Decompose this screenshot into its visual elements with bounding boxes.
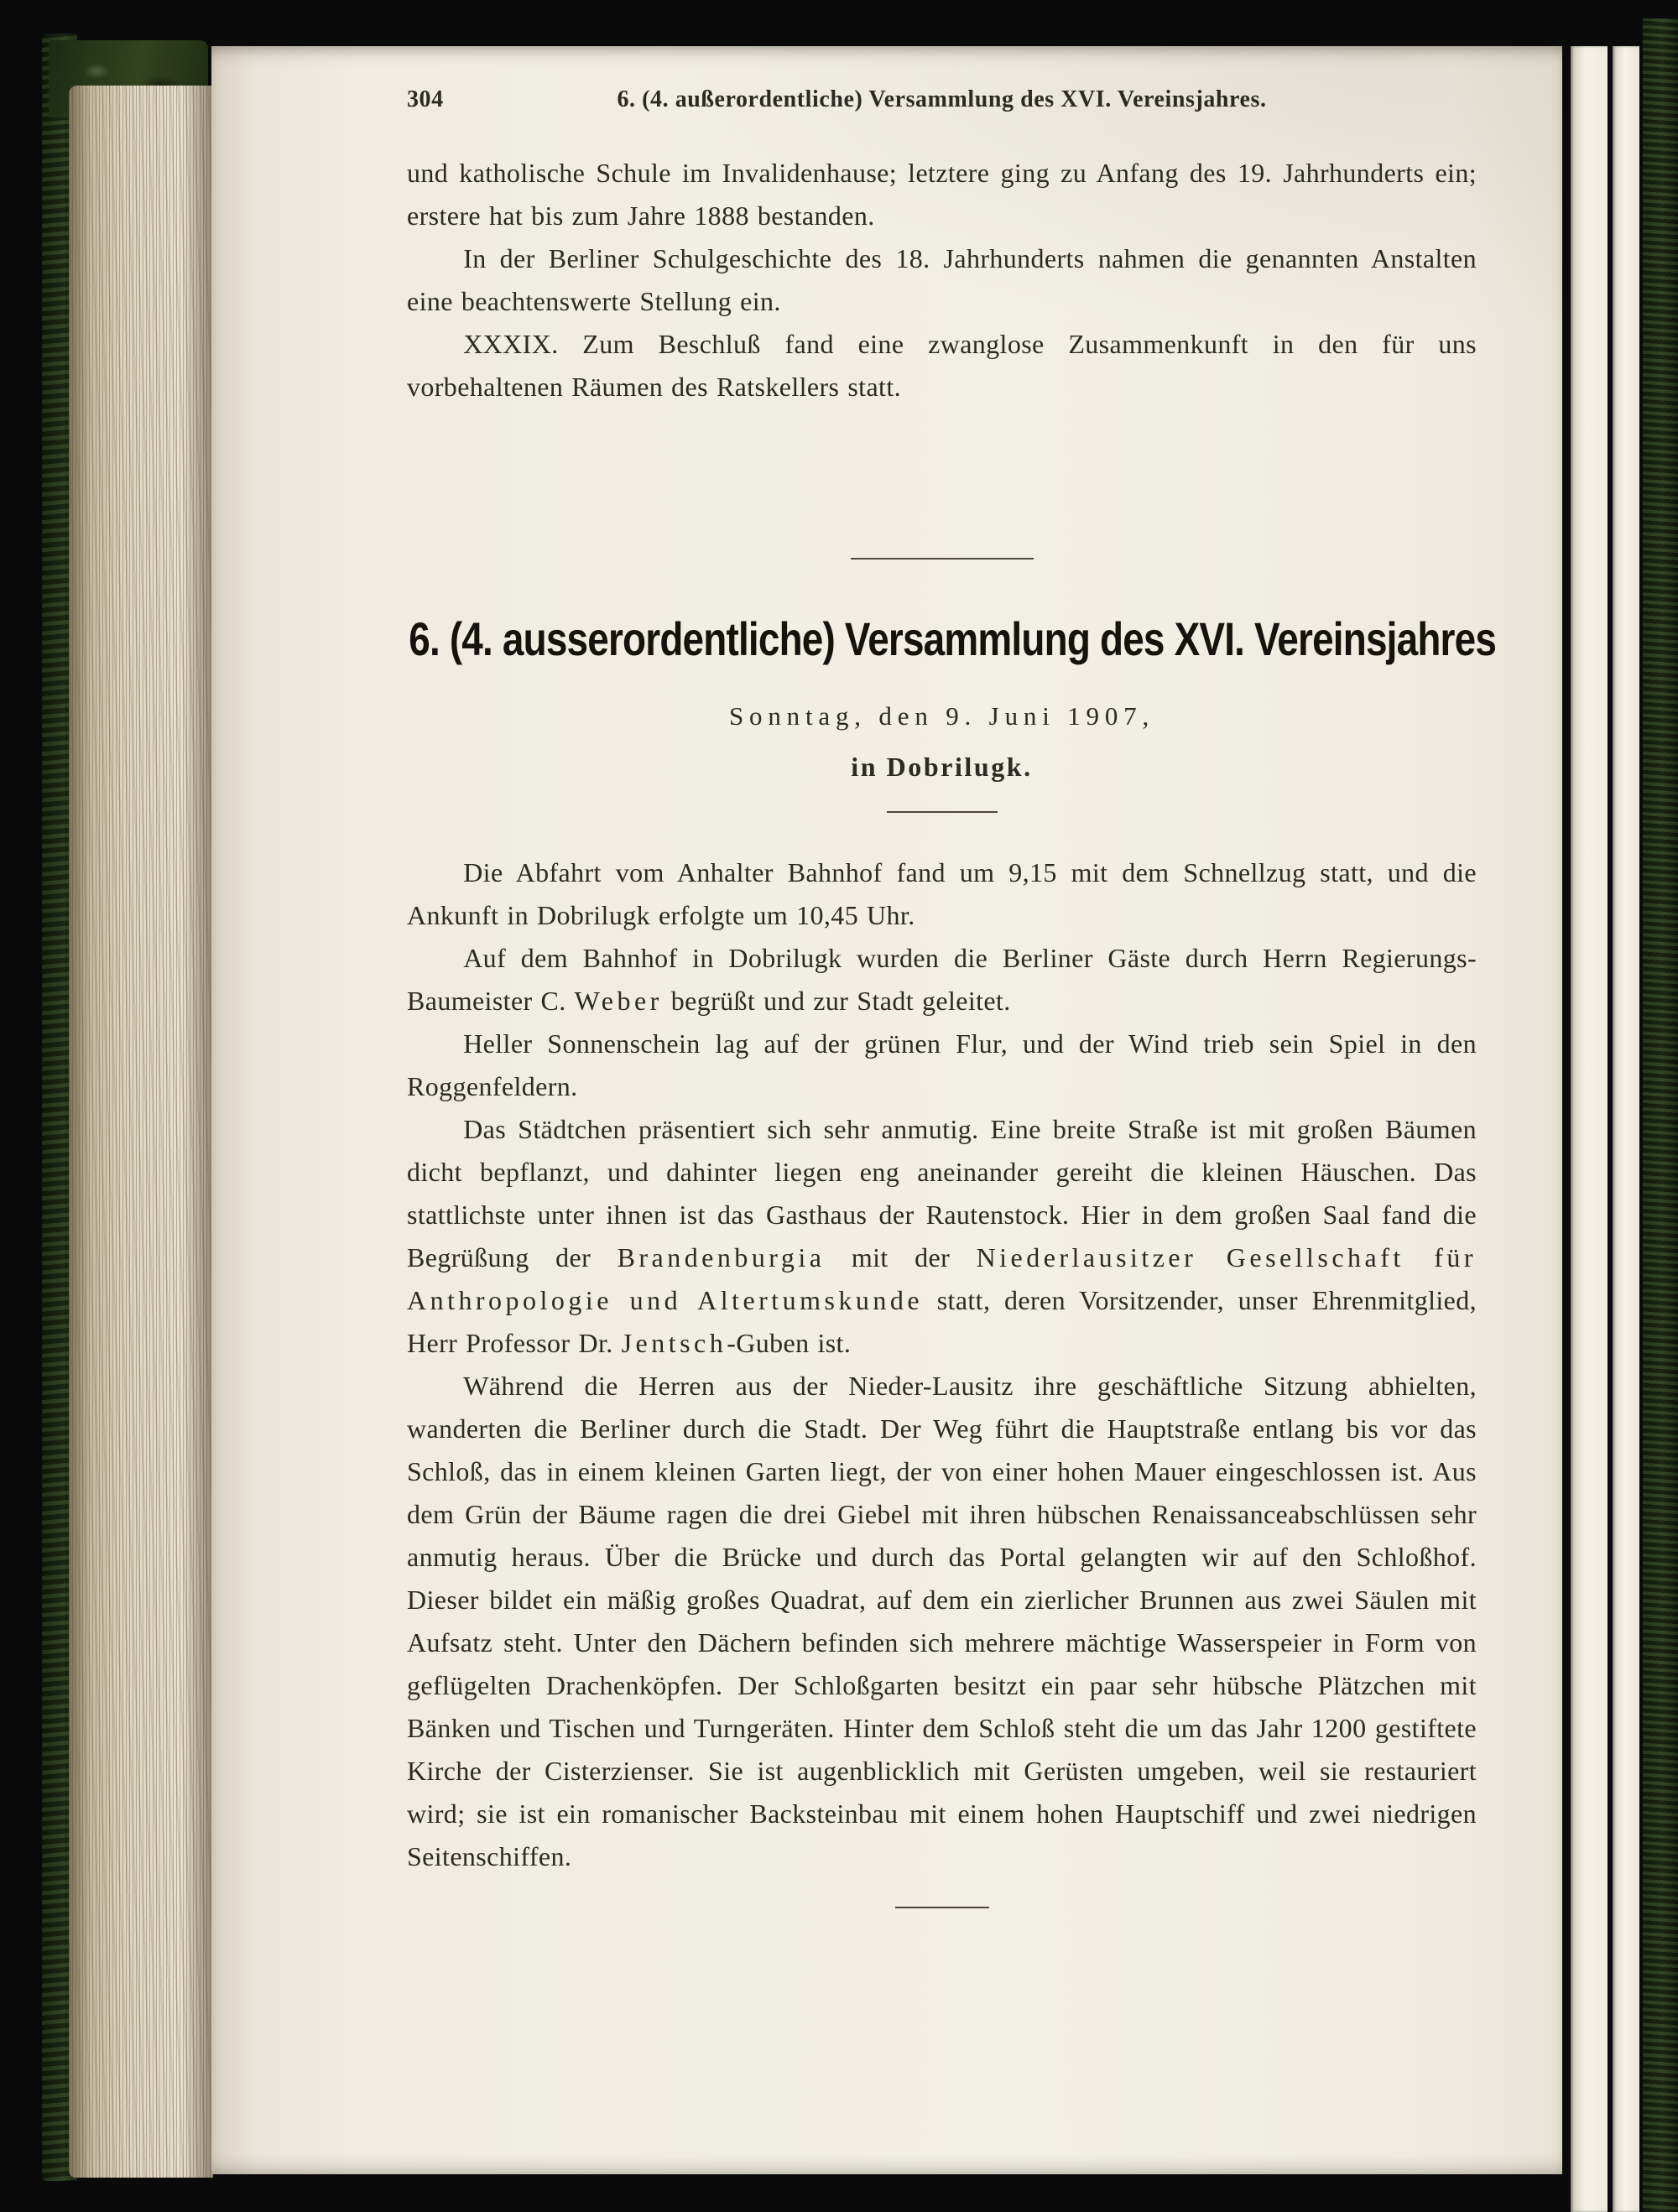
text-run: und katholische Schule im Invalidenhause; letztere ging zu Anfang des 19. Jahrhunderts ein; erstere hat bis zum Jahre 1888 bestanden. [407, 158, 1477, 231]
running-header: 6. (4. außerordentliche) Versammlung des XVI. Vereinsjahres. [617, 86, 1267, 112]
page-edge-right-outer [1571, 46, 1608, 2212]
text-run: Auf dem Bahnhof in Dobrilugk wurden die Berliner Gäste durch Herrn Regierungs-Baumeister C. [407, 943, 1477, 1016]
paragraph [407, 152, 1477, 237]
letterspaced-text: Jentsch [621, 1328, 727, 1358]
text-run: Das Städtchen präsentiert sich sehr anmutig. Eine breite Straße ist mit großen Bäumen dicht bepflanzt, und dahinter liegen eng aneinander gereiht die kleinen Häuschen. Das stattlichste unter ihnen ist das Gasthaus der Rautenstock. Hier in dem großen Saal fand die Begrüßung der [407, 1114, 1477, 1273]
text-run: Die Abfahrt vom Anhalter Bahnhof fand um 9,15 mit dem Schnellzug statt, und die Ankunft in Dobrilugk erfolgte um 10,45 Uhr. [407, 857, 1477, 930]
page-number: 304 [407, 86, 444, 112]
letterspaced-text: Weber [574, 986, 663, 1016]
section-title [289, 612, 1565, 666]
location-line: in Dobrilugk. [851, 752, 1033, 782]
paragraph [407, 323, 1477, 409]
intro-paragraphs [407, 152, 1477, 409]
book-page [211, 46, 1562, 2174]
text-run: In der Berliner Schulgeschichte des 18. Jahrhunderts nahmen die genannten Anstalten eine beachtenswerte Stellung ein. [407, 243, 1477, 316]
section-title-text: 6. (4. ausserordentliche) Versammlung des XVI. Vereinsjahres [409, 612, 1497, 665]
running-header-row [407, 86, 1477, 113]
subtitle-divider [887, 811, 998, 813]
text-run: XXXIX. Zum Beschluß fand eine zwanglose Zusammenkunft in den für uns vorbehaltenen Räumen des Ratskellers statt. [407, 329, 1477, 402]
paragraph [407, 1365, 1477, 1878]
text-run: statt, deren Vorsitzender, unser Ehrenmitglied, Herr Professor Dr. [407, 1285, 1477, 1358]
section-divider [851, 558, 1034, 560]
paragraph [407, 1023, 1477, 1108]
book-cover-right [1643, 18, 1678, 2212]
text-run: mit der [825, 1242, 977, 1273]
paragraph [407, 237, 1477, 323]
paragraph [407, 1108, 1477, 1365]
letterspaced-text: Niederlausitzer Gesellschaft für Anthropologie und Altertumskunde [407, 1242, 1477, 1315]
paragraph [407, 937, 1477, 1023]
text-run: -Guben ist. [727, 1328, 852, 1358]
page-content [407, 86, 1497, 1915]
paragraph [407, 851, 1477, 937]
letterspaced-text: Brandenburgia [617, 1242, 826, 1273]
page-edge-right-inner [1613, 46, 1639, 2212]
body-paragraphs [407, 851, 1477, 1878]
date-line: Sonntag, den 9. Juni 1907, [728, 701, 1155, 731]
page-edges-left [69, 86, 213, 2178]
text-run: Während die Herren aus der Nieder-Lausitz ihre geschäftliche Sitzung abhielten, wanderten die Berliner durch die Stadt. Der Weg führt die Hauptstraße entlang bis vor das Schloß, das in einem kleinen Garten liegt, der von einer hohen Mauer eingeschlossen ist. Aus dem Grün der Bäume ragen die drei Giebel mit ihren hübschen Renaissanceabschlüssen sehr anmutig heraus. Über die Brücke und durch das Portal gelangten wir auf den Schloßhof. Dieser bildet ein mäßig großes Quadrat, auf dem ein zierlicher Brunnen aus zwei Säulen mit Aufsatz steht. Unter den Dächern befinden sich mehrere mächtige Wasserspeier in Form von geflügelten Drachenköpfen. Der Schloßgarten besitzt ein paar sehr hübsche Plätzchen mit Bänken und Tischen und Turngeräten. Hinter dem Schloß steht die um das Jahr 1200 gestiftete Kirche der Cisterzienser. Sie ist augenblicklich mit Gerüsten umgeben, weil sie restauriert wird; sie ist ein romanischer Backsteinbau mit einem hohen Hauptschiff und zwei niedrigen Seitenschiffen. [407, 1371, 1477, 1871]
text-run: Heller Sonnenschein lag auf der grünen Flur, und der Wind trieb sein Spiel in den Roggenfeldern. [407, 1028, 1477, 1101]
end-divider [895, 1907, 989, 1908]
text-run: begrüßt und zur Stadt geleitet. [662, 986, 1011, 1016]
